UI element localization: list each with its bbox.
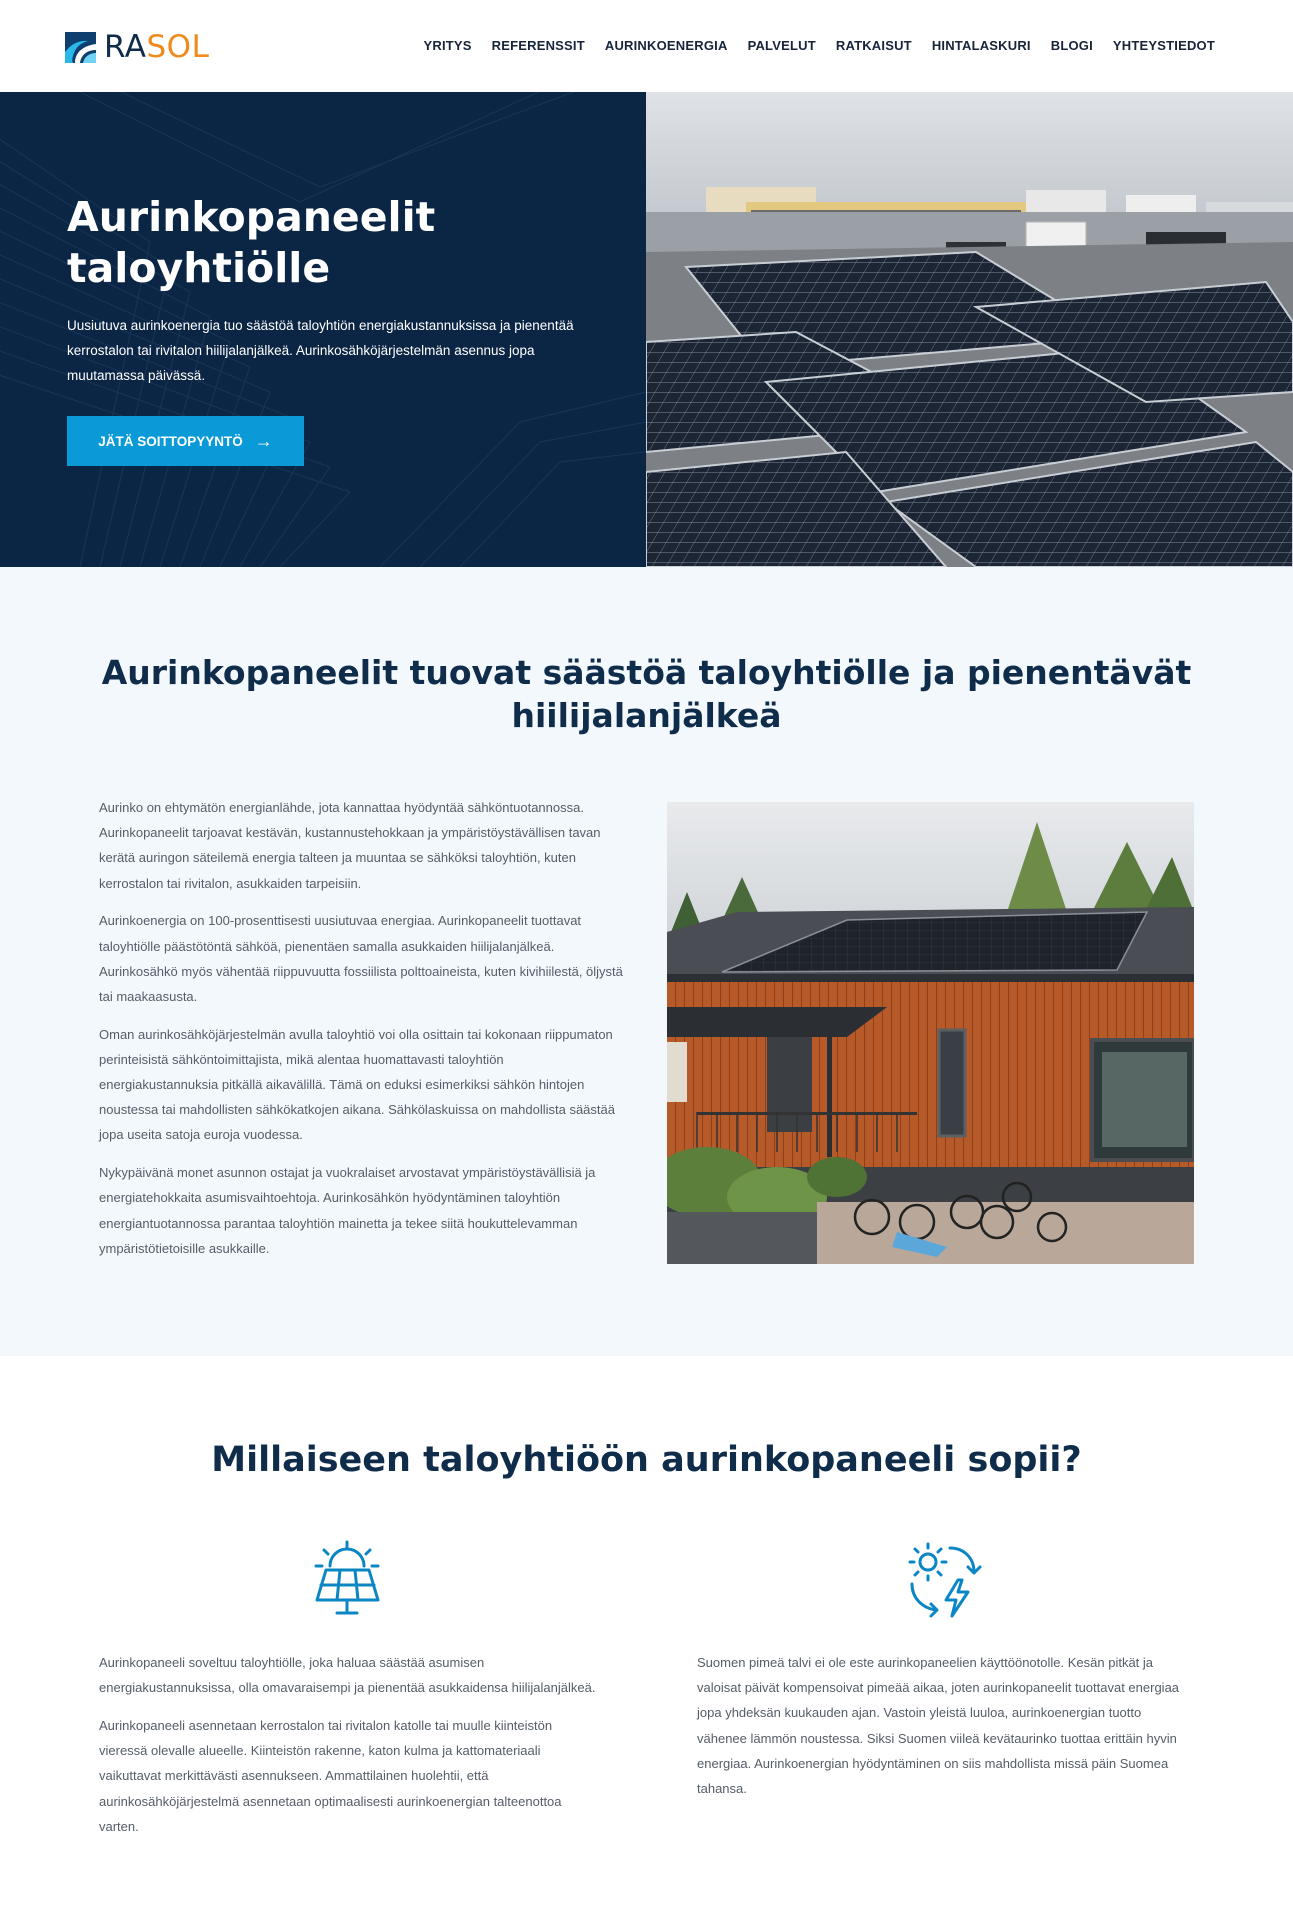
solar-panel-sun-icon	[310, 1540, 385, 1615]
suitability-section	[0, 1356, 1293, 1920]
callback-button-label: JÄTÄ SOITTOPYYNTÖ	[98, 433, 243, 449]
hero-title: Aurinkopaneelit taloyhtiölle	[67, 193, 436, 292]
rooftop-solar-illustration	[646, 92, 1293, 567]
savings-section	[0, 567, 1293, 1356]
suitability-right-text	[697, 1650, 1192, 1814]
nav-blogi[interactable]: BLOGI	[1050, 38, 1093, 53]
hero-section	[0, 92, 1293, 567]
savings-section-title: Aurinkopaneelit tuovat säästöä taloyhtiölle ja pienentävät hiilijalanjälkeä	[101, 653, 1192, 735]
logo-text-sol: SOL	[146, 29, 210, 65]
savings-paragraph-4: Nykypäivänä monet asunnon ostajat ja vuokralaiset arvostavat ympäristöystävällisiä ja energiatehokkaita asumisvaihtoehtoja. Aurinkosähkön hyödyntäminen taloyhtiön energiantuotannossa parantaa taloyhtiön mainetta ja tekee siitä houkuttelevamman ympäristötietoisille asukkaille.	[99, 1165, 596, 1256]
suitability-left-paragraph-1: Aurinkopaneeli soveltuu taloyhtiölle, joka haluaa säästää asumisen energiakustannuksissa, olla omavaraisempi ja pienentää asukkaidensa hiilijalanjälkeä.	[99, 1655, 596, 1696]
nav-ratkaisut[interactable]: RATKAISUT	[835, 38, 912, 53]
nav-yhteystiedot[interactable]: YHTEYSTIEDOT	[1112, 38, 1215, 53]
hero-description: Uusiutuva aurinkoenergia tuo säästöä taloyhtiön energiakustannuksissa ja pienentää kerrostalon tai rivitalon hiilijalanjälkeä. Aurinkosähköjärjestelmän asennus jopa muutamassa päivässä.	[67, 318, 574, 383]
suitability-right-paragraph-1: Suomen pimeä talvi ei ole este aurinkopaneelien käyttöönotolle. Kesän pitkät ja valoisat päivät kompensoivat pimeää aikaa, joten aurinkopaneelit tuottavat energiaa jopa yhdeksän kuukauden ajan. Vastoin yleistä luuloa, aurinkoenergian tuotto vähenee lämmön noustessa. Siksi Suomen viileä kevätaurinko tuottaa erittäin hyvin energiaa. Aurinkoenergian hyödyntäminen on siis mahdollista missä päin Suomea tahansa.	[697, 1655, 1180, 1797]
hero-image-rooftop-solar	[646, 92, 1293, 567]
savings-paragraph-3: Oman aurinkosähköjärjestelmän avulla taloyhtiö voi olla osittain tai kokonaan riippumaton perinteisistä sähköntoimittajista, mikä alentaa huomattavasti taloyhtiön energiakustannuksia pitkällä aikavälillä. Tämä on eduksi esimerkiksi sähkön hintojen noustessa tai mahdollisten sähkökatkojen aikana. Sähkölaskuissa on mahdollista säästää jopa useita satoja euroja vuodessa.	[99, 1026, 615, 1143]
arrow-right-icon: →	[254, 431, 273, 451]
logo-text-ra: RA	[104, 29, 147, 65]
site-logo[interactable]	[65, 30, 209, 64]
hero-panel	[0, 92, 646, 567]
nav-palvelut[interactable]: PALVELUT	[747, 38, 816, 53]
nav-aurinkoenergia[interactable]: AURINKOENERGIA	[604, 38, 728, 53]
callback-request-button[interactable]	[67, 416, 304, 466]
savings-paragraph-1: Aurinko on ehtymätön energianlähde, jota kannattaa hyödyntää sähköntuotannossa. Aurinkopaneelit tarjoavat kestävän, kustannustehokkaan ja ympäristöystävällisen tavan kerätä auringon säteilemä energia talteen ja muuntaa se sähköksi taloyhtiön, kuten kerrostalon tai rivitalon, asukkaiden tarpeisiin.	[99, 800, 601, 891]
rasol-wave-logo-icon	[65, 32, 96, 63]
suitability-section-title: Millaiseen taloyhtiöön aurinkopaneeli sopii?	[211, 1440, 1082, 1480]
suitability-left-paragraph-2: Aurinkopaneeli asennetaan kerrostalon tai rivitalon katolle tai muulle kiinteistön vieressä olevalle alueelle. Kiinteistön rakenne, katon kulma ja kattomateriaali vaikuttavat merkittävästi asennukseen. Ammattilainen huolehtii, että aurinkosähköjärjestelmä asennetaan optimaalisesti aurinkoenergian talteenottoa varten.	[99, 1717, 562, 1834]
nav-referenssit[interactable]: REFERENSSIT	[491, 38, 585, 53]
savings-text	[99, 795, 624, 1273]
site-header	[0, 0, 1293, 92]
suitability-left-text	[99, 1650, 604, 1851]
main-nav	[413, 38, 1225, 53]
logo-wordmark	[104, 30, 209, 64]
rowhouse-solar-image	[667, 802, 1194, 1264]
savings-paragraph-2: Aurinkoenergia on 100-prosenttisesti uusiutuvaa energiaa. Aurinkopaneelit tuottavat taloyhtiölle päästötöntä sähköä, pienentäen samalla asukkaiden hiilijalanjälkeä. Aurinkosähkö myös vähentää riippuvuutta fossiilista polttoaineista, kuten kivihiilestä, öljystä tai maakaasusta.	[99, 913, 623, 1004]
sun-energy-cycle-icon	[906, 1540, 984, 1618]
rowhouse-illustration	[667, 802, 1194, 1264]
nav-yritys[interactable]: YRITYS	[423, 38, 472, 53]
nav-hintalaskuri[interactable]: HINTALASKURI	[931, 38, 1031, 53]
